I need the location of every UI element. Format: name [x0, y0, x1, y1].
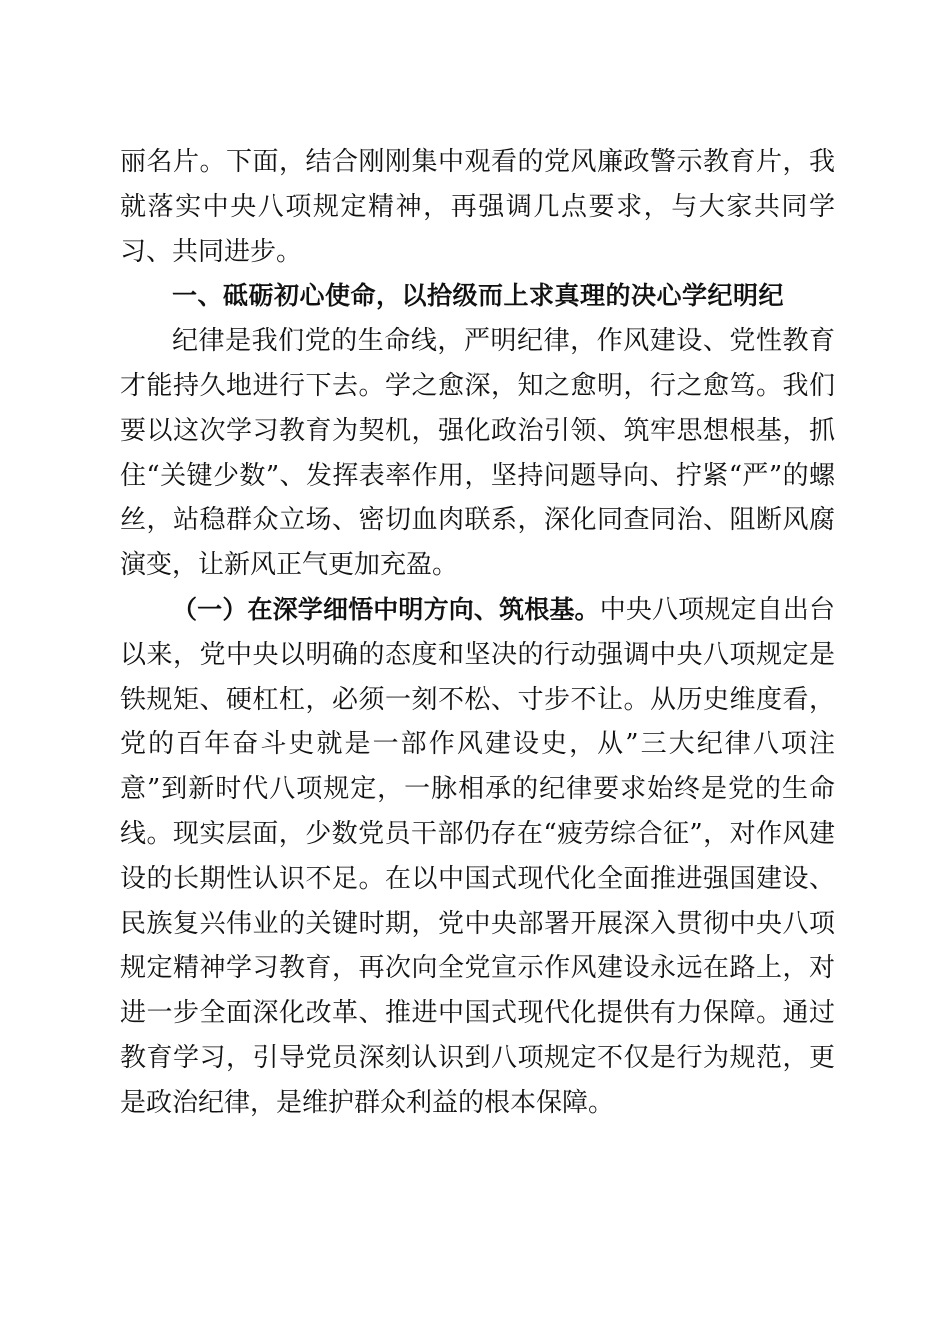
paragraph-intro: 纪律是我们党的生命线，严明纪律，作风建设、党性教育才能持久地进行下去。学之愈深，知之愈明，行之愈笃。我们要以这次学习教育为契机，强化政治引领、筑牢思想根基，抓住“关键少数”、发挥表率作用，坚持问题导向、拧紧“严”的螺丝，站稳群众立场、密切血肉联系，深化同查同治、阻断风腐演变，让新风正气更加充盈。 [120, 326, 835, 581]
paragraph-subsection [120, 588, 835, 1126]
paragraph-continuation: 丽名片。下面，结合刚刚集中观看的党风廉政警示教育片，我就落实中央八项规定精神，再强调几点要求，与大家共同学习、共同进步。 [120, 147, 835, 267]
subsection-heading: （一）在深学细悟中明方向、筑根基。 [172, 594, 600, 624]
section-heading: 一、砥砺初心使命，以拾级而上求真理的决心学纪明纪 [172, 281, 785, 311]
subsection-body: 中央八项规定自出台以来，党中央以明确的态度和坚决的行动强调中央八项规定是铁规矩、硬杠杠，必须一刻不松、寸步不让。从历史维度看，党的百年奋斗史就是一部作风建设史，从”三大纪律八项注意”到新时代八项规定，一脉相承的纪律要求始终是党的生命线。现实层面，少数党员干部仍存在“疲劳综合征”，对作风建设的长期性认识不足。在以中国式现代化全面推进强国建设、民族复兴伟业的关键时期，党中央部署开展深入贯彻中央八项规定精神学习教育，再次向全党宣示作风建设永远在路上，对进一步全面深化改革、推进中国式现代化提供有力保障。通过教育学习，引导党员深刻认识到八项规定不仅是行为规范，更是政治纪律，是维护群众利益的根本保障。 [120, 594, 835, 1118]
document-body [120, 140, 835, 1126]
